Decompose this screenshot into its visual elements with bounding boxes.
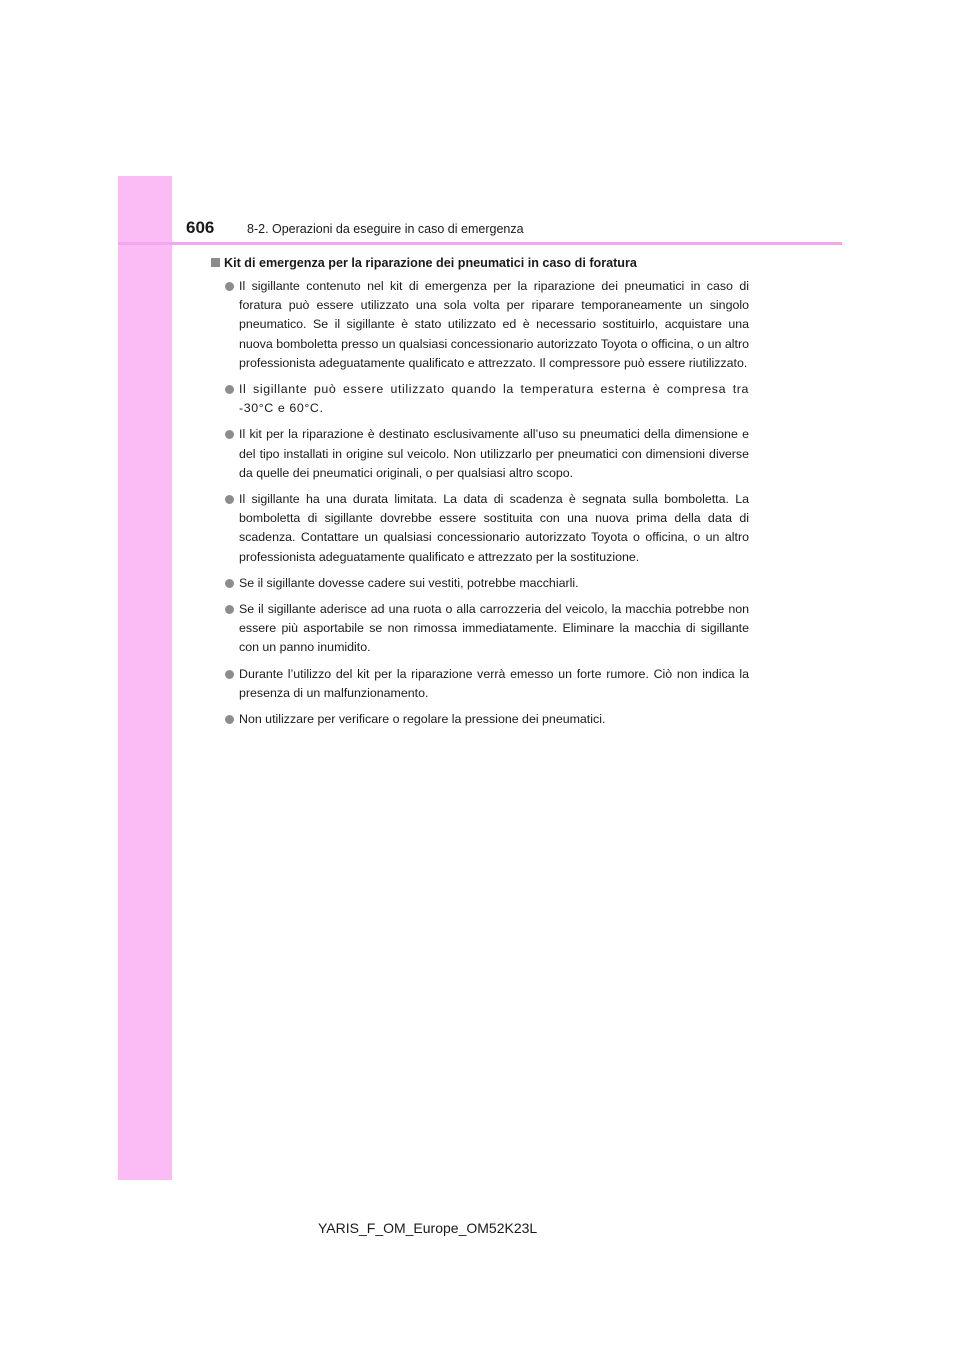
circle-bullet-icon (225, 670, 234, 679)
circle-bullet-icon (225, 605, 234, 614)
list-item-text: Il sigillante contenuto nel kit di emergenza per la riparazione dei pneumatici in caso di foratura può essere utilizzato una sola volta per riparare temporaneamente un singolo pneumatico. Se il sigillante è stato utilizzato ed è necessario sostituirlo, acquistare una nuova bomboletta presso un qualsiasi concessionario autorizzato Toyota o officina, o un altro professionista adeguatamente qualificato e attrezzato. Il compressore può essere riutilizzato. (239, 279, 749, 370)
list-item-text: Se il sigillante dovesse cadere sui vestiti, potrebbe macchiarli. (239, 575, 579, 590)
list-item (211, 574, 749, 593)
circle-bullet-icon (225, 579, 234, 588)
page-number: 606 (186, 218, 215, 237)
list-item-text: Il kit per la riparazione è destinato esclusivamente all’uso su pneumatici della dimensione e del tipo installati in origine sul veicolo. Non utilizzarlo per pneumatici con dimensioni diverse da quelle dei pneumatici originali, o per qualsiasi altro scopo. (239, 427, 749, 480)
circle-bullet-icon (225, 430, 234, 439)
circle-bullet-icon (225, 495, 234, 504)
list-item-text: Non utilizzare per verificare o regolare la pressione dei pneumatici. (239, 712, 606, 727)
square-bullet-icon (211, 258, 220, 267)
circle-bullet-icon (225, 282, 234, 291)
bullet-list (211, 277, 749, 729)
list-item-text: Durante l’utilizzo del kit per la riparazione verrà emesso un forte rumore. Ciò non indica la presenza di un malfunzionamento. (239, 666, 749, 700)
list-item (211, 277, 749, 373)
list-item (211, 710, 749, 729)
section-heading-text: Kit di emergenza per la riparazione dei pneumatici in caso di foratura (224, 256, 637, 270)
list-item (211, 490, 749, 567)
document-code-footer: YARIS_F_OM_Europe_OM52K23L (318, 1220, 538, 1236)
section-heading (211, 254, 749, 272)
list-item-text: Il sigillante può essere utilizzato quando la temperatura esterna è compresa tra -30°C e 60°C. (239, 382, 749, 416)
side-tab-band (118, 176, 172, 1180)
list-item (211, 600, 749, 658)
section-title: 8-2. Operazioni da eseguire in caso di emergenza (247, 222, 524, 236)
list-item-text: Il sigillante ha una durata limitata. La data di scadenza è segnata sulla bomboletta. La bomboletta di sigillante dovrebbe essere sostituita con una nuova prima della data di scadenza. Contattare un qualsiasi concessionario autorizzato Toyota o officina, o un altro professionista adeguatamente qualificato e attrezzato per la sostituzione. (239, 492, 749, 564)
circle-bullet-icon (225, 385, 234, 394)
main-content (211, 254, 749, 736)
list-item (211, 425, 749, 483)
circle-bullet-icon (225, 715, 234, 724)
list-item (211, 665, 749, 703)
header-divider (118, 242, 842, 245)
list-item-text: Se il sigillante aderisce ad una ruota o alla carrozzeria del veicolo, la macchia potrebbe non essere più asportabile se non rimossa immediatamente. Eliminare la macchia di sigillante con un panno inumidito. (239, 602, 749, 655)
list-item (211, 380, 749, 418)
